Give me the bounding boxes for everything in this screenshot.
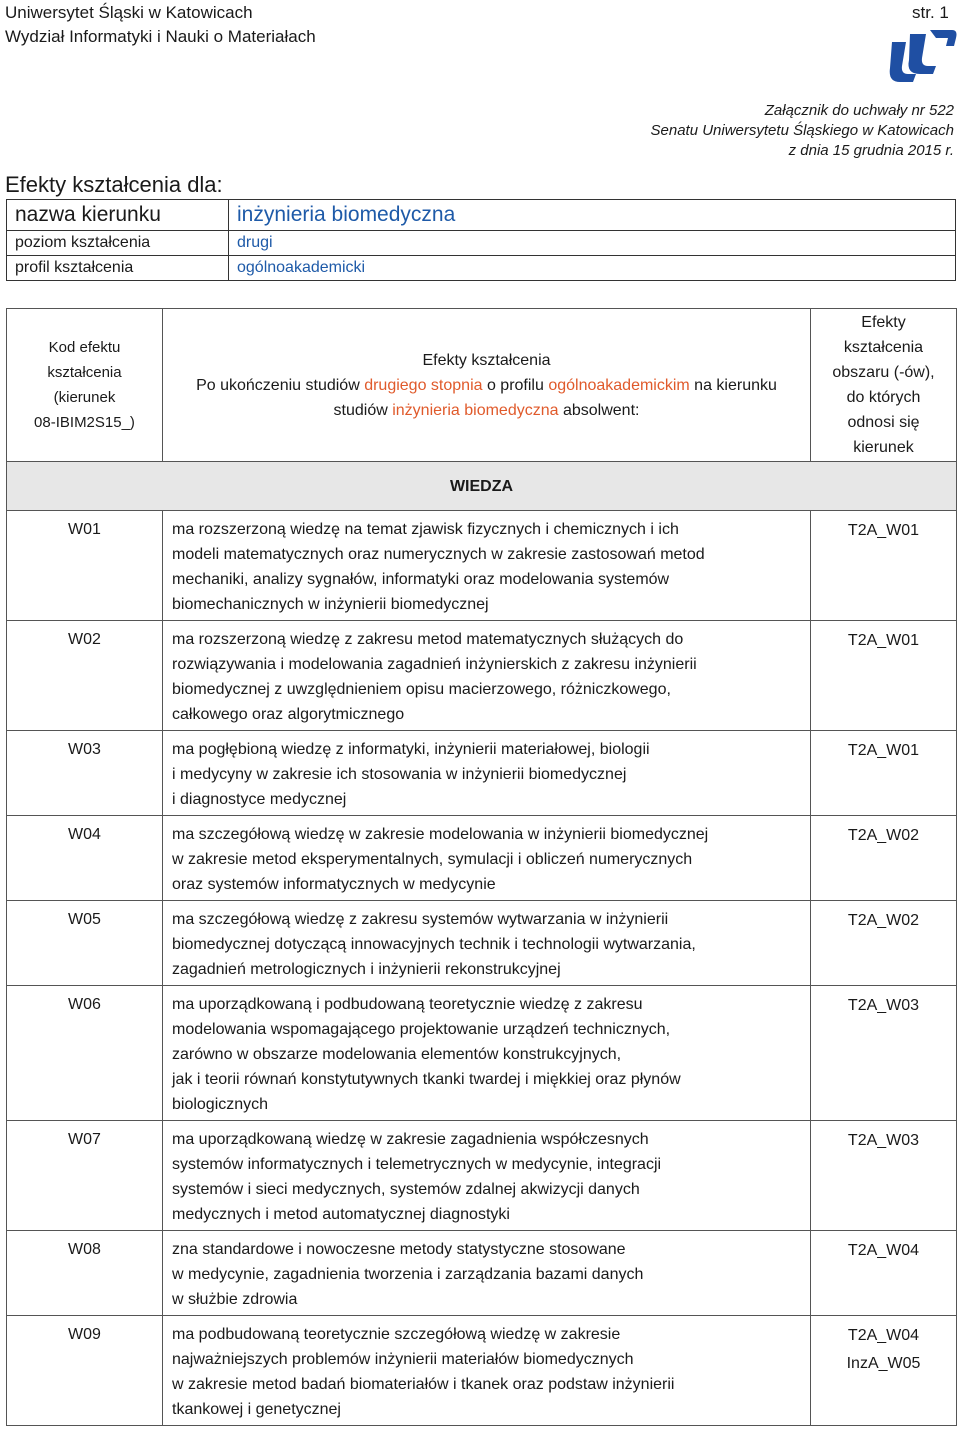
annex-line-2: Senatu Uniwersytetu Śląskiego w Katowicach (650, 122, 954, 139)
outcomes-title: Efekty kształcenia (422, 351, 551, 369)
outcome-description (163, 1316, 811, 1426)
outcome-description (163, 1121, 811, 1231)
outcome-line: ma uporządkowaną wiedzę w zakresie zagadnienia współczesnych (172, 1131, 649, 1148)
outcome-line: ma rozszerzoną wiedzę na temat zjawisk fizycznych i chemicznych i ich (172, 521, 679, 538)
outcome-code: W04 (7, 816, 163, 901)
program-name-value: inżynieria biomedyczna (229, 200, 956, 231)
outcome-description (163, 986, 811, 1121)
table-row (7, 511, 957, 621)
profile-label: profil kształcenia (7, 256, 229, 281)
outcome-line: w służbie zdrowia (172, 1291, 298, 1308)
outcome-line: modeli matematycznych oraz numerycznych w zakresie zastosowań metod (172, 546, 705, 563)
page-number: str. 1 (912, 3, 949, 22)
area-outcome-code: T2A_W02 (847, 827, 920, 844)
area-outcome-refs (811, 1121, 957, 1231)
outcome-line: medycznych i metod automatycznej diagnostyki (172, 1206, 510, 1223)
area-outcome-code: T2A_W02 (847, 912, 920, 929)
outcome-line: biomechanicznych w inżynierii biomedycznej (172, 596, 489, 613)
page-title: Efekty kształcenia dla: (5, 172, 223, 197)
outcome-code: W03 (7, 731, 163, 816)
outcome-line: zna standardowe i nowoczesne metody statystyczne stosowane (172, 1241, 626, 1258)
area-outcome-refs (811, 901, 957, 986)
outcome-line: jak i teorii równań konstytutywnych tkanki twardej i miękkiej oraz płynów (172, 1071, 681, 1088)
outcome-code: W02 (7, 621, 163, 731)
table-row (7, 621, 957, 731)
table-row (7, 816, 957, 901)
code-column-header: Kod efektu kształcenia (kierunek 08-IBIM2S15_) (7, 309, 163, 462)
outcome-line: ma pogłębioną wiedzę z informatyki, inżynierii materiałowej, biologii (172, 741, 650, 758)
outcome-line: biomedycznej dotyczącą innowacyjnych technik i technologii wytwarzania, (172, 936, 696, 953)
outcome-description (163, 621, 811, 731)
outcome-line: ma uporządkowaną i podbudowaną teoretycznie wiedzę z zakresu (172, 996, 643, 1013)
outcomes-rows (7, 511, 957, 1426)
outcome-code: W01 (7, 511, 163, 621)
table-row (7, 901, 957, 986)
table-row (7, 986, 957, 1121)
area-outcome-refs (811, 511, 957, 621)
faculty-name: Wydział Informatyki i Nauki o Materiałach (5, 27, 316, 46)
outcome-line: biomedycznej z uwzględnieniem opisu macierzowego, różniczkowego, (172, 681, 671, 698)
outcome-line: tkankowej i genetycznej (172, 1401, 341, 1418)
outcomes-intro: Po ukończeniu studiów drugiego stopnia o profilu ogólnoakademickim na kierunku studiów inżynieria biomedyczna absolwent: (196, 376, 777, 419)
annex-line-1: Załącznik do uchwały nr 522 (764, 102, 954, 119)
area-outcome-refs (811, 816, 957, 901)
outcome-line: w zakresie metod eksperymentalnych, symulacji i obliczeń numerycznych (172, 851, 693, 868)
level-label: poziom kształcenia (7, 231, 229, 256)
outcome-line: ma szczegółową wiedzę w zakresie modelowania w inżynierii biomedycznej (172, 826, 709, 843)
category-row (7, 462, 957, 511)
area-outcomes-column-header: Efekty kształcenia obszaru (-ów), do których odnosi się kierunek (811, 309, 957, 462)
outcome-line: i diagnostyce medycznej (172, 791, 347, 808)
table-row (7, 1316, 957, 1426)
outcome-line: biologicznych (172, 1096, 269, 1113)
outcome-line: i medycyny w zakresie ich stosowania w inżynierii biomedycznej (172, 766, 627, 783)
area-outcome-refs (811, 1316, 957, 1426)
outcome-code: W05 (7, 901, 163, 986)
area-outcome-code: T2A_W01 (847, 522, 920, 539)
outcome-line: zarówno w obszarze modelowania elementów konstrukcyjnych, (172, 1046, 622, 1063)
outcome-line: systemów i sieci medycznych, systemów zdalnej akwizycji danych (172, 1181, 640, 1198)
outcome-code: W07 (7, 1121, 163, 1231)
outcome-code: W06 (7, 986, 163, 1121)
program-name-label: nazwa kierunku (7, 200, 229, 231)
outcome-description (163, 511, 811, 621)
outcome-description (163, 816, 811, 901)
area-outcome-refs (811, 986, 957, 1121)
outcomes-column-header (163, 309, 811, 462)
outcome-line: rozwiązywania i modelowania zagadnień inżynierskich z zakresu inżynierii (172, 656, 697, 673)
category-label: WIEDZA (7, 462, 957, 511)
outcome-code: W08 (7, 1231, 163, 1316)
outcome-line: całkowego oraz algorytmicznego (172, 706, 405, 723)
area-outcome-code: T2A_W03 (847, 997, 920, 1014)
program-info-table (6, 199, 956, 281)
table-row (7, 1121, 957, 1231)
outcome-description (163, 1231, 811, 1316)
area-outcome-code: InzA_W05 (846, 1355, 921, 1372)
outcome-line: w zakresie metod badań biomateriałów i tkanek oraz podstaw inżynierii (172, 1376, 675, 1393)
outcome-line: ma szczegółową wiedzę z zakresu systemów wytwarzania w inżynierii (172, 911, 669, 928)
document-header (5, 1, 316, 49)
university-logo-icon (886, 28, 958, 84)
area-outcome-refs (811, 731, 957, 816)
area-outcome-code: T2A_W04 (847, 1327, 920, 1344)
outcome-line: mechaniki, analizy sygnałów, informatyki oraz modelowania systemów (172, 571, 670, 588)
table-header-row (7, 309, 957, 462)
area-outcome-refs (811, 621, 957, 731)
university-name: Uniwersytet Śląski w Katowicach (5, 3, 253, 22)
outcome-line: modelowania wspomagającego projektowanie urządzeń technicznych, (172, 1021, 671, 1038)
outcome-line: ma podbudowaną teoretycznie szczegółową wiedzę w zakresie (172, 1326, 621, 1343)
learning-outcomes-table (6, 308, 957, 1426)
profile-value: ogólnoakademicki (229, 256, 956, 281)
outcome-line: oraz systemów informatycznych w medycynie (172, 876, 496, 893)
area-outcome-code: T2A_W04 (847, 1242, 920, 1259)
outcome-line: systemów informatycznych i telemetrycznych w medycynie, integracji (172, 1156, 662, 1173)
outcome-description (163, 901, 811, 986)
outcome-line: zagadnień metrologicznych i inżynierii rekonstrukcyjnej (172, 961, 561, 978)
annex-line-3: z dnia 15 grudnia 2015 r. (788, 142, 954, 159)
area-outcome-code: T2A_W01 (847, 742, 920, 759)
area-outcome-refs (811, 1231, 957, 1316)
area-outcome-code: T2A_W03 (847, 1132, 920, 1149)
area-outcome-code: T2A_W01 (847, 632, 920, 649)
annex-note (651, 101, 955, 161)
outcome-line: najważniejszych problemów inżynierii materiałów biomedycznych (172, 1351, 634, 1368)
table-row (7, 731, 957, 816)
outcome-line: ma rozszerzoną wiedzę z zakresu metod matematycznych służących do (172, 631, 684, 648)
outcome-line: w medycynie, zagadnienia tworzenia i zarządzania bazami danych (172, 1266, 644, 1283)
outcome-code: W09 (7, 1316, 163, 1426)
table-row (7, 1231, 957, 1316)
outcome-description (163, 731, 811, 816)
level-value: drugi (229, 231, 956, 256)
